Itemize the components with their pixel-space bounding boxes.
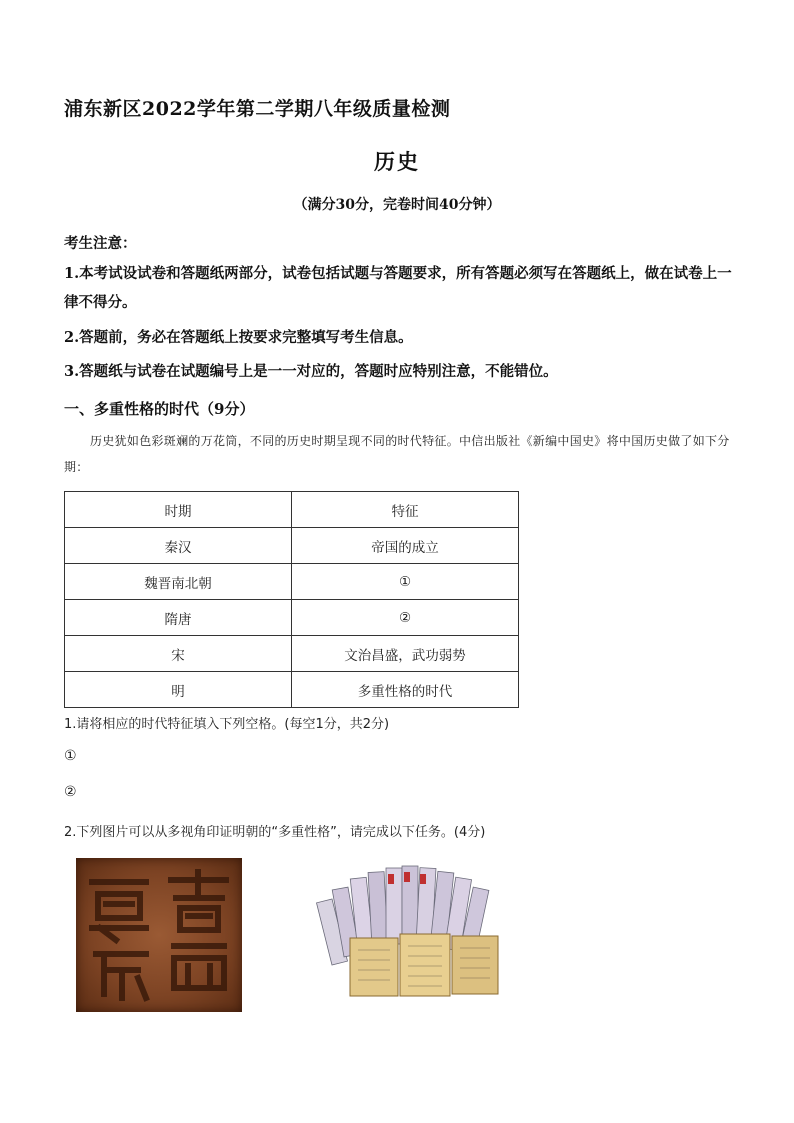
- section-intro: 历史犹如色彩斑斓的万花筒，不同的历史时期呈现不同的时代特征。中信出版社《新编中国史》将中国历史做了如下分期：: [64, 434, 730, 474]
- wooden-seal-image: [76, 858, 242, 1012]
- score-info: （满分30分，完卷时间40分钟）: [293, 197, 501, 213]
- table-cell-feature: 文治昌盛，武功弱势: [292, 636, 519, 672]
- table-row: [65, 564, 519, 600]
- table-cell-period: 魏晋南北朝: [65, 564, 292, 600]
- table-cell-feature: 帝国的成立: [292, 528, 519, 564]
- notice-item-3: 3.答题纸与试卷在试题编号上是一一对应的，答题时应特别注意，不能错位。: [64, 363, 558, 380]
- period-table: [64, 491, 519, 708]
- table-header-period: 时期: [65, 492, 292, 528]
- notice-item-1: 1.本考试设试卷和答题纸两部分，试卷包括试题与答题要求，所有答题必须写在答题纸上，做在试卷上一律不得分。: [64, 265, 732, 311]
- answer-blank-2: ②: [64, 784, 77, 800]
- answer-blank-1: ①: [64, 748, 77, 764]
- table-header-feature: 特征: [292, 492, 519, 528]
- table-cell-period: 宋: [65, 636, 292, 672]
- notice-heading: 考生注意：: [64, 235, 137, 252]
- books-illustration-icon: [310, 860, 510, 1008]
- table-row: [65, 528, 519, 564]
- question-1: 1.请将相应的时代特征填入下列空格。(每空1分，共2分): [64, 717, 390, 732]
- question-2: 2.下列图片可以从多视角印证明朝的“多重性格”，请完成以下任务。(4分): [64, 825, 486, 840]
- table-row: [65, 672, 519, 708]
- table-cell-period: 秦汉: [65, 528, 292, 564]
- table-cell-period: 明: [65, 672, 292, 708]
- subject-title: 历史: [374, 149, 420, 174]
- section-title: 一、多重性格的时代（9分）: [64, 400, 255, 418]
- seal-engraving-icon: [76, 858, 242, 1012]
- table-cell-feature: 多重性格的时代: [292, 672, 519, 708]
- table-row: [65, 636, 519, 672]
- table-cell-period: 隋唐: [65, 600, 292, 636]
- table-cell-feature: ②: [292, 600, 519, 636]
- ancient-books-image: [310, 860, 510, 1008]
- notice-item-2: 2.答题前，务必在答题纸上按要求完整填写考生信息。: [64, 329, 413, 346]
- table-cell-feature: ①: [292, 564, 519, 600]
- table-header-row: [65, 492, 519, 528]
- table-row: [65, 600, 519, 636]
- exam-title: 浦东新区2022学年第二学期八年级质量检测: [64, 98, 451, 120]
